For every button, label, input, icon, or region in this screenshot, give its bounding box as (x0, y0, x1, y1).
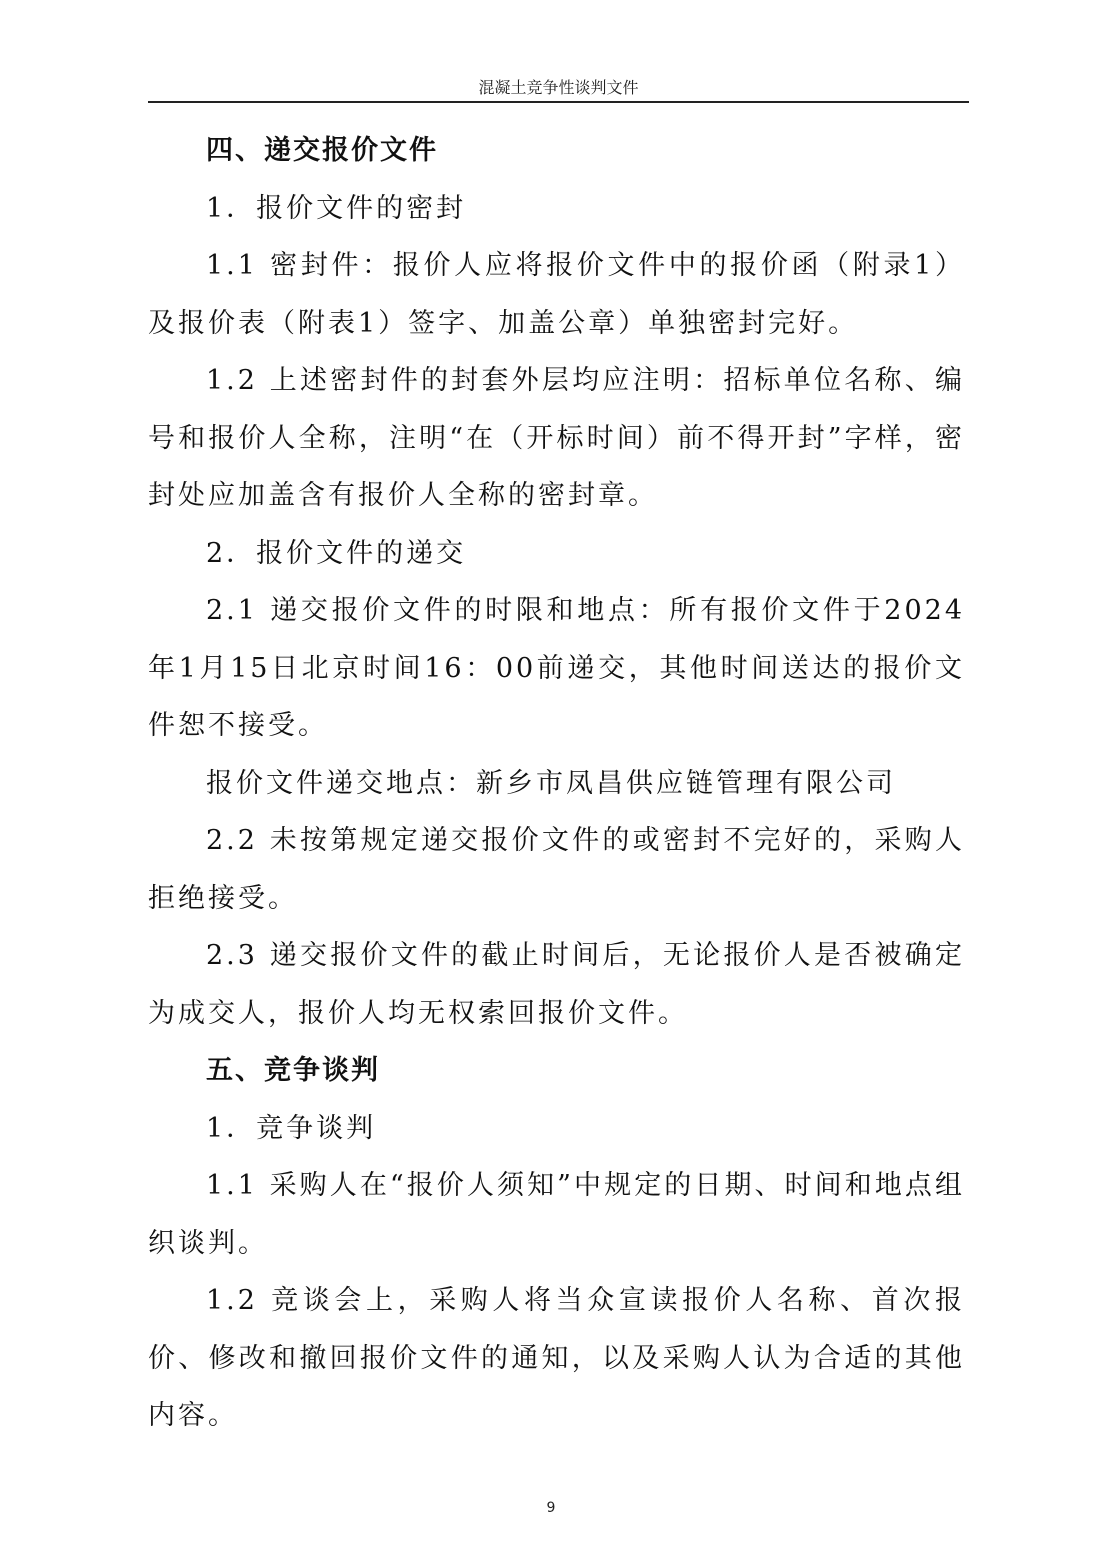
subsection-title: 2．报价文件的递交 (206, 537, 467, 569)
page-number: 9 (546, 1500, 556, 1516)
paragraph: 1.1 采购人在“报价人须知”中规定的日期、时间和地点组织谈判。 (148, 1170, 965, 1259)
section-heading-4: 四、递交报价文件 (206, 135, 438, 166)
paragraph: 1.2 上述密封件的封套外层均应注明：招标单位名称、编号和报价人全称，注明“在（开标时间）前不得开封”字样，密封处应加盖含有报价人全称的密封章。 (148, 365, 965, 511)
paragraph: 报价文件递交地点：新乡市凤昌供应链管理有限公司 (206, 767, 896, 799)
section-heading-5: 五、竞争谈判 (206, 1055, 380, 1086)
running-header: 混凝土竞争性谈判文件 (478, 78, 639, 97)
paragraph: 1.1 密封件：报价人应将报价文件中的报价函（附录1）及报价表（附表1）签字、加盖公章）单独密封完好。 (148, 250, 965, 339)
paragraph: 2.1 递交报价文件的时限和地点：所有报价文件于2024年1月15日北京时间16：00前递交，其他时间送达的报价文件恕不接受。 (148, 595, 965, 741)
header-rule (148, 101, 969, 103)
paragraph: 1.2 竞谈会上，采购人将当众宣读报价人名称、首次报价、修改和撤回报价文件的通知，以及采购人认为合适的其他内容。 (148, 1285, 965, 1431)
paragraph: 2.2 未按第规定递交报价文件的或密封不完好的，采购人拒绝接受。 (148, 825, 965, 914)
subsection-title: 1．报价文件的密封 (206, 192, 467, 224)
paragraph: 2.3 递交报价文件的截止时间后，无论报价人是否被确定为成交人，报价人均无权索回报价文件。 (148, 940, 965, 1029)
document-body (148, 122, 965, 1445)
subsection-title: 1．竞争谈判 (206, 1112, 377, 1144)
